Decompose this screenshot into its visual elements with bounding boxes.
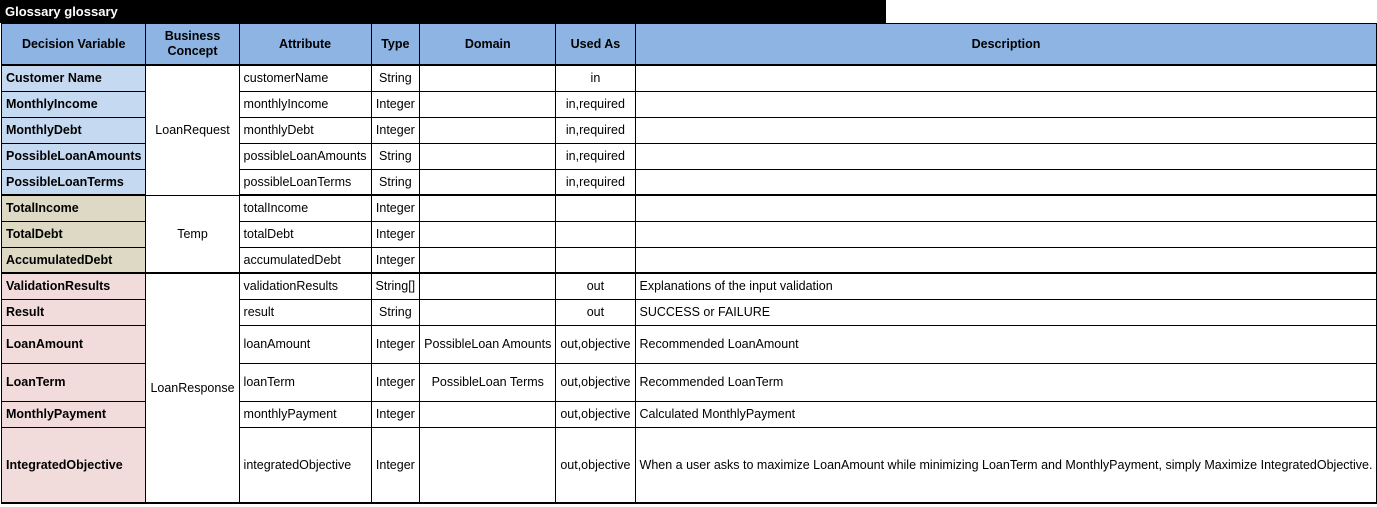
- cell-description[interactable]: [635, 221, 1377, 247]
- cell-domain[interactable]: PossibleLoan Terms: [420, 363, 556, 401]
- cell-type[interactable]: Integer: [371, 363, 420, 401]
- cell-used-as[interactable]: [556, 247, 635, 273]
- header-domain[interactable]: Domain: [420, 24, 556, 66]
- cell-description[interactable]: When a user asks to maximize LoanAmount while minimizing LoanTerm and MonthlyPayment, simply Maximize IntegratedObjective.: [635, 427, 1377, 503]
- cell-attribute[interactable]: result: [239, 299, 371, 325]
- cell-used-as[interactable]: out,objective: [556, 363, 635, 401]
- cell-variable[interactable]: MonthlyDebt: [2, 117, 146, 143]
- glossary-table: [1, 23, 1377, 504]
- cell-variable[interactable]: TotalIncome: [2, 195, 146, 221]
- cell-used-as[interactable]: in,required: [556, 169, 635, 195]
- cell-description[interactable]: [635, 247, 1377, 273]
- cell-attribute[interactable]: loanTerm: [239, 363, 371, 401]
- cell-type[interactable]: String: [371, 143, 420, 169]
- cell-type[interactable]: String: [371, 169, 420, 195]
- table-row: [2, 65, 1377, 91]
- cell-used-as[interactable]: out: [556, 299, 635, 325]
- cell-variable[interactable]: LoanAmount: [2, 325, 146, 363]
- header-type[interactable]: Type: [371, 24, 420, 66]
- cell-type[interactable]: String[]: [371, 273, 420, 299]
- cell-attribute[interactable]: monthlyDebt: [239, 117, 371, 143]
- cell-type[interactable]: Integer: [371, 247, 420, 273]
- cell-variable[interactable]: LoanTerm: [2, 363, 146, 401]
- cell-used-as[interactable]: out,objective: [556, 401, 635, 427]
- cell-description[interactable]: [635, 117, 1377, 143]
- cell-attribute[interactable]: monthlyIncome: [239, 91, 371, 117]
- cell-attribute[interactable]: totalIncome: [239, 195, 371, 221]
- cell-variable[interactable]: IntegratedObjective: [2, 427, 146, 503]
- cell-type[interactable]: Integer: [371, 117, 420, 143]
- header-description[interactable]: Description: [635, 24, 1377, 66]
- cell-used-as[interactable]: out: [556, 273, 635, 299]
- header-decision-variable[interactable]: Decision Variable: [2, 24, 146, 66]
- header-used-as[interactable]: Used As: [556, 24, 635, 66]
- cell-type[interactable]: Integer: [371, 325, 420, 363]
- cell-attribute[interactable]: possibleLoanAmounts: [239, 143, 371, 169]
- cell-domain[interactable]: [420, 143, 556, 169]
- cell-attribute[interactable]: monthlyPayment: [239, 401, 371, 427]
- cell-description[interactable]: Recommended LoanAmount: [635, 325, 1377, 363]
- cell-domain[interactable]: [420, 273, 556, 299]
- cell-attribute[interactable]: possibleLoanTerms: [239, 169, 371, 195]
- cell-domain[interactable]: [420, 65, 556, 91]
- cell-description[interactable]: [635, 65, 1377, 91]
- cell-description[interactable]: [635, 143, 1377, 169]
- cell-domain[interactable]: [420, 117, 556, 143]
- cell-variable[interactable]: ValidationResults: [2, 273, 146, 299]
- cell-description[interactable]: [635, 91, 1377, 117]
- cell-type[interactable]: Integer: [371, 221, 420, 247]
- cell-variable[interactable]: MonthlyPayment: [2, 401, 146, 427]
- cell-variable[interactable]: MonthlyIncome: [2, 91, 146, 117]
- cell-used-as[interactable]: in,required: [556, 91, 635, 117]
- cell-used-as[interactable]: out,objective: [556, 427, 635, 503]
- cell-attribute[interactable]: accumulatedDebt: [239, 247, 371, 273]
- cell-variable[interactable]: Result: [2, 299, 146, 325]
- cell-domain[interactable]: [420, 427, 556, 503]
- cell-business-concept[interactable]: Temp: [146, 195, 239, 273]
- cell-variable[interactable]: PossibleLoanTerms: [2, 169, 146, 195]
- cell-variable[interactable]: AccumulatedDebt: [2, 247, 146, 273]
- cell-domain[interactable]: PossibleLoan Amounts: [420, 325, 556, 363]
- cell-type[interactable]: Integer: [371, 91, 420, 117]
- cell-used-as[interactable]: in,required: [556, 143, 635, 169]
- header-row: [2, 24, 1377, 66]
- cell-type[interactable]: Integer: [371, 195, 420, 221]
- sheet-title: Glossary glossary: [0, 0, 886, 23]
- cell-domain[interactable]: [420, 195, 556, 221]
- cell-description[interactable]: SUCCESS or FAILURE: [635, 299, 1377, 325]
- cell-used-as[interactable]: in: [556, 65, 635, 91]
- cell-description[interactable]: Explanations of the input validation: [635, 273, 1377, 299]
- cell-description[interactable]: Calculated MonthlyPayment: [635, 401, 1377, 427]
- cell-business-concept[interactable]: LoanResponse: [146, 273, 239, 503]
- cell-variable[interactable]: Customer Name: [2, 65, 146, 91]
- cell-domain[interactable]: [420, 221, 556, 247]
- table-row: [2, 273, 1377, 299]
- cell-type[interactable]: String: [371, 65, 420, 91]
- cell-description[interactable]: [635, 195, 1377, 221]
- cell-description[interactable]: [635, 169, 1377, 195]
- header-business-concept[interactable]: Business Concept: [146, 24, 239, 66]
- cell-domain[interactable]: [420, 401, 556, 427]
- cell-used-as[interactable]: [556, 195, 635, 221]
- cell-attribute[interactable]: integratedObjective: [239, 427, 371, 503]
- cell-attribute[interactable]: validationResults: [239, 273, 371, 299]
- table-row: [2, 195, 1377, 221]
- cell-variable[interactable]: PossibleLoanAmounts: [2, 143, 146, 169]
- cell-used-as[interactable]: in,required: [556, 117, 635, 143]
- cell-domain[interactable]: [420, 299, 556, 325]
- cell-business-concept[interactable]: LoanRequest: [146, 65, 239, 195]
- cell-type[interactable]: Integer: [371, 427, 420, 503]
- cell-domain[interactable]: [420, 91, 556, 117]
- cell-used-as[interactable]: [556, 221, 635, 247]
- cell-type[interactable]: String: [371, 299, 420, 325]
- cell-domain[interactable]: [420, 247, 556, 273]
- cell-variable[interactable]: TotalDebt: [2, 221, 146, 247]
- cell-used-as[interactable]: out,objective: [556, 325, 635, 363]
- cell-domain[interactable]: [420, 169, 556, 195]
- cell-type[interactable]: Integer: [371, 401, 420, 427]
- cell-attribute[interactable]: totalDebt: [239, 221, 371, 247]
- cell-description[interactable]: Recommended LoanTerm: [635, 363, 1377, 401]
- cell-attribute[interactable]: loanAmount: [239, 325, 371, 363]
- header-attribute[interactable]: Attribute: [239, 24, 371, 66]
- cell-attribute[interactable]: customerName: [239, 65, 371, 91]
